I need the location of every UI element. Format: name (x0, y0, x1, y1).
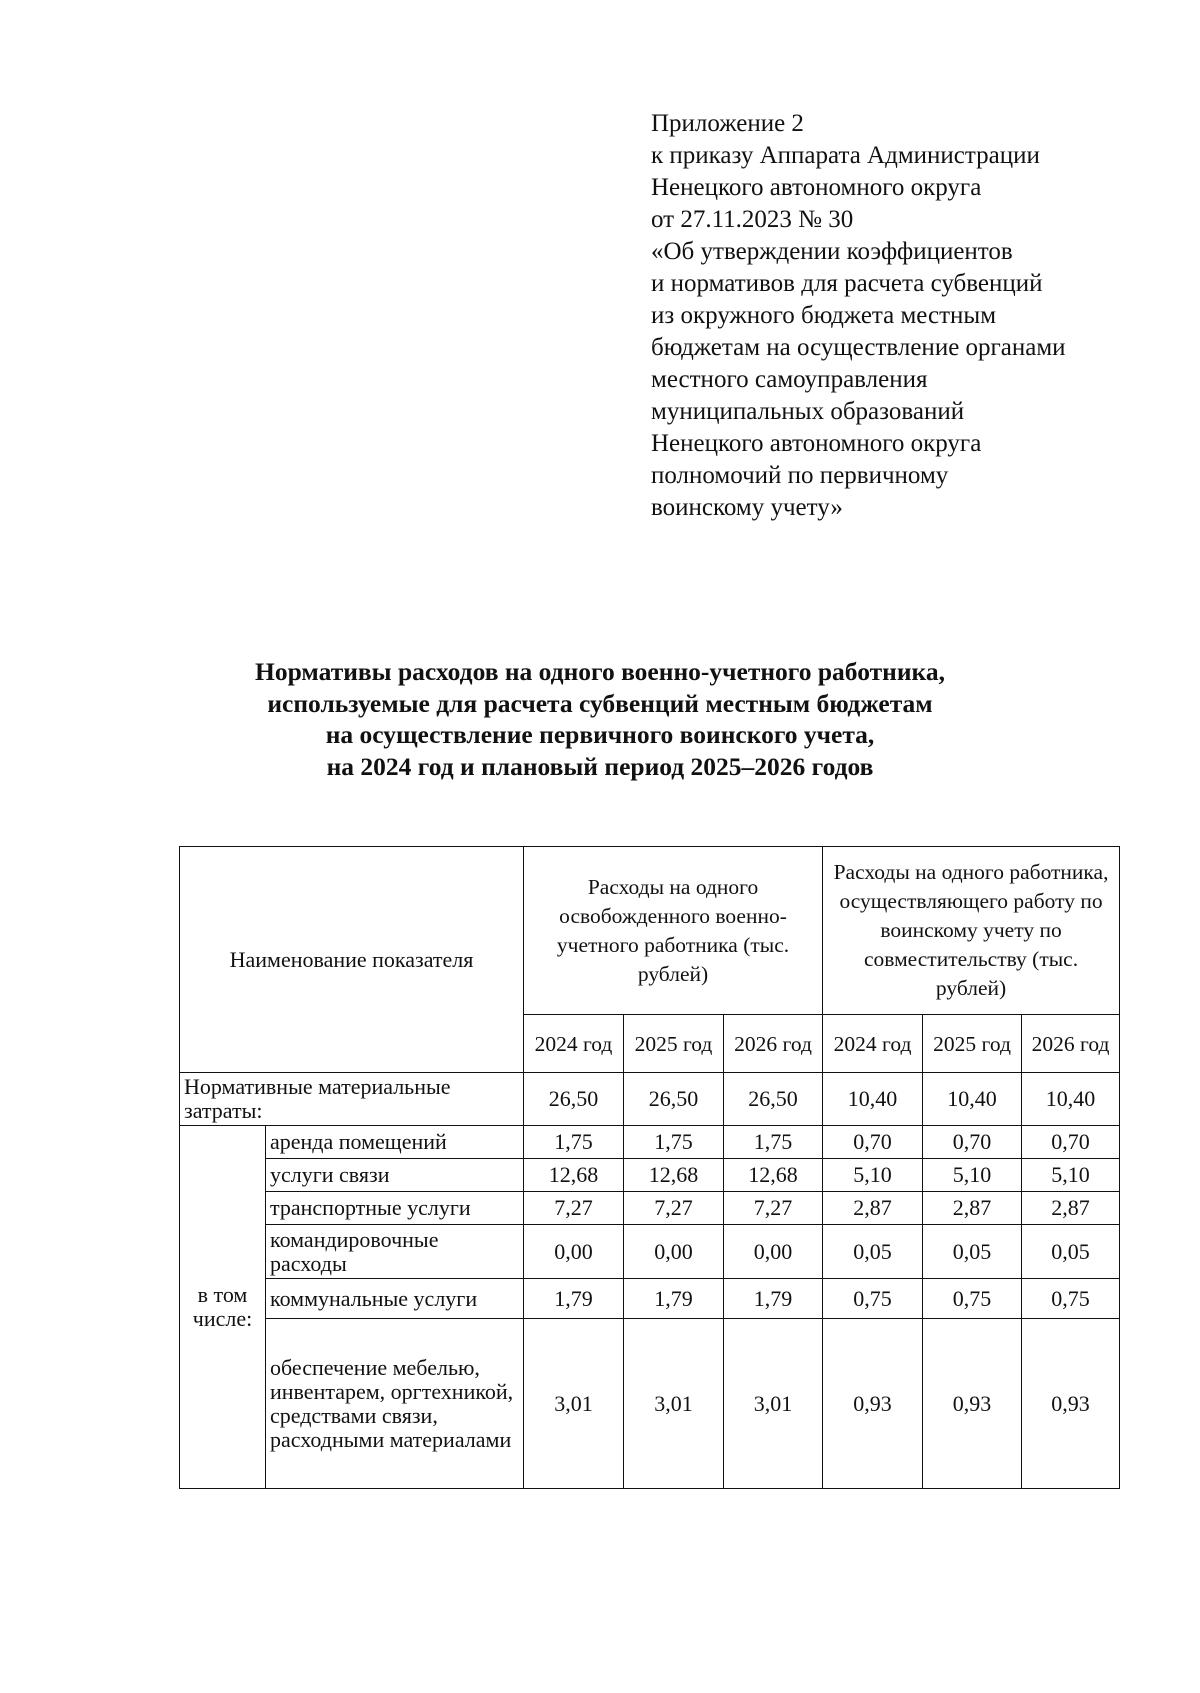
value-cell: 7,27 (724, 1192, 823, 1225)
table-row (180, 1225, 1120, 1279)
value-cell: 3,01 (524, 1319, 624, 1489)
title-line: используемые для расчета субвенций местным бюджетам (267, 688, 933, 718)
subgroup-label: в том числе: (180, 1126, 266, 1489)
value-cell: 10,40 (1022, 1073, 1120, 1126)
value-cell: 26,50 (724, 1073, 823, 1126)
value-cell: 26,50 (524, 1073, 624, 1126)
row-label: услуги связи (266, 1159, 524, 1192)
year-header: 2026 год (1022, 1015, 1120, 1073)
title-line: Нормативы расходов на одного военно-учетного работника, (255, 657, 945, 686)
value-cell: 2,87 (1022, 1192, 1120, 1225)
table-row (180, 1319, 1120, 1489)
value-cell: 7,27 (624, 1192, 724, 1225)
row-label: коммунальные услуги (266, 1279, 524, 1319)
value-cell: 3,01 (724, 1319, 823, 1489)
value-cell: 26,50 (624, 1073, 724, 1126)
value-cell: 0,93 (823, 1319, 923, 1489)
value-cell: 1,75 (724, 1126, 823, 1159)
document-title (130, 656, 1070, 782)
annex-line: «Об утверждении коэффициентов (651, 238, 1013, 265)
row-label: Нормативные материальные затраты: (180, 1073, 524, 1126)
value-cell: 0,75 (923, 1279, 1022, 1319)
value-cell: 0,70 (1022, 1126, 1120, 1159)
table-row (180, 1192, 1120, 1225)
value-cell: 0,05 (923, 1225, 1022, 1279)
annex-line: к приказу Аппарата Администрации (651, 142, 1040, 169)
year-header: 2025 год (923, 1015, 1022, 1073)
value-cell: 0,93 (1022, 1319, 1120, 1489)
year-header: 2026 год (724, 1015, 823, 1073)
value-cell: 0,70 (923, 1126, 1022, 1159)
indicator-column-header: Наименование показателя (180, 847, 524, 1073)
annex-line: воинскому учету» (651, 494, 843, 521)
annex-line: бюджетам на осуществление органами (651, 334, 1066, 361)
value-cell: 0,70 (823, 1126, 923, 1159)
value-cell: 1,79 (624, 1279, 724, 1319)
table-row (180, 1073, 1120, 1126)
value-cell: 0,00 (524, 1225, 624, 1279)
full-time-group-header: Расходы на одного освобожденного военно-учетного работника (тыс. рублей) (524, 847, 823, 1015)
value-cell: 12,68 (524, 1159, 624, 1192)
value-cell: 7,27 (524, 1192, 624, 1225)
part-time-group-header: Расходы на одного работника, осуществляющего работу по воинскому учету по совместительству (тыс. рублей) (823, 847, 1120, 1015)
table-row (180, 1159, 1120, 1192)
annex-line: Ненецкого автономного округа (651, 430, 982, 457)
row-label: командировочные расходы (266, 1225, 524, 1279)
annex-line: полномочий по первичному (651, 462, 949, 489)
value-cell: 0,93 (923, 1319, 1022, 1489)
annex-line: из окружного бюджета местным (651, 302, 997, 329)
annex-line: местного самоуправления (651, 366, 928, 393)
annex-line: муниципальных образований (651, 398, 965, 425)
value-cell: 2,87 (923, 1192, 1022, 1225)
title-line: на 2024 год и плановый период 2025–2026 годов (326, 751, 874, 781)
value-cell: 2,87 (823, 1192, 923, 1225)
value-cell: 0,75 (1022, 1279, 1120, 1319)
value-cell: 12,68 (624, 1159, 724, 1192)
annex-line: Ненецкого автономного округа (651, 174, 982, 201)
annex-line: от 27.11.2023 № 30 (651, 206, 854, 233)
year-header: 2024 год (524, 1015, 624, 1073)
value-cell: 5,10 (823, 1159, 923, 1192)
value-cell: 0,00 (724, 1225, 823, 1279)
year-header: 2024 год (823, 1015, 923, 1073)
norms-table (179, 846, 1120, 1489)
value-cell: 1,75 (624, 1126, 724, 1159)
table-row (180, 1126, 1120, 1159)
value-cell: 12,68 (724, 1159, 823, 1192)
year-header: 2025 год (624, 1015, 724, 1073)
annex-line: и нормативов для расчета субвенций (651, 270, 1043, 297)
annex-reference (651, 108, 1171, 524)
value-cell: 5,10 (1022, 1159, 1120, 1192)
value-cell: 0,05 (1022, 1225, 1120, 1279)
value-cell: 1,79 (724, 1279, 823, 1319)
title-line: на осуществление первичного воинского учета, (325, 720, 875, 749)
value-cell: 5,10 (923, 1159, 1022, 1192)
value-cell: 0,00 (624, 1225, 724, 1279)
value-cell: 0,05 (823, 1225, 923, 1279)
value-cell: 10,40 (823, 1073, 923, 1126)
row-label: аренда помещений (266, 1126, 524, 1159)
value-cell: 3,01 (624, 1319, 724, 1489)
value-cell: 1,79 (524, 1279, 624, 1319)
value-cell: 10,40 (923, 1073, 1022, 1126)
row-label: транспортные услуги (266, 1192, 524, 1225)
table-row (180, 1279, 1120, 1319)
row-label: обеспечение мебелью, инвентарем, оргтехникой, средствами связи, расходными материалами (266, 1319, 524, 1489)
annex-line: Приложение 2 (651, 110, 804, 137)
value-cell: 0,75 (823, 1279, 923, 1319)
value-cell: 1,75 (524, 1126, 624, 1159)
